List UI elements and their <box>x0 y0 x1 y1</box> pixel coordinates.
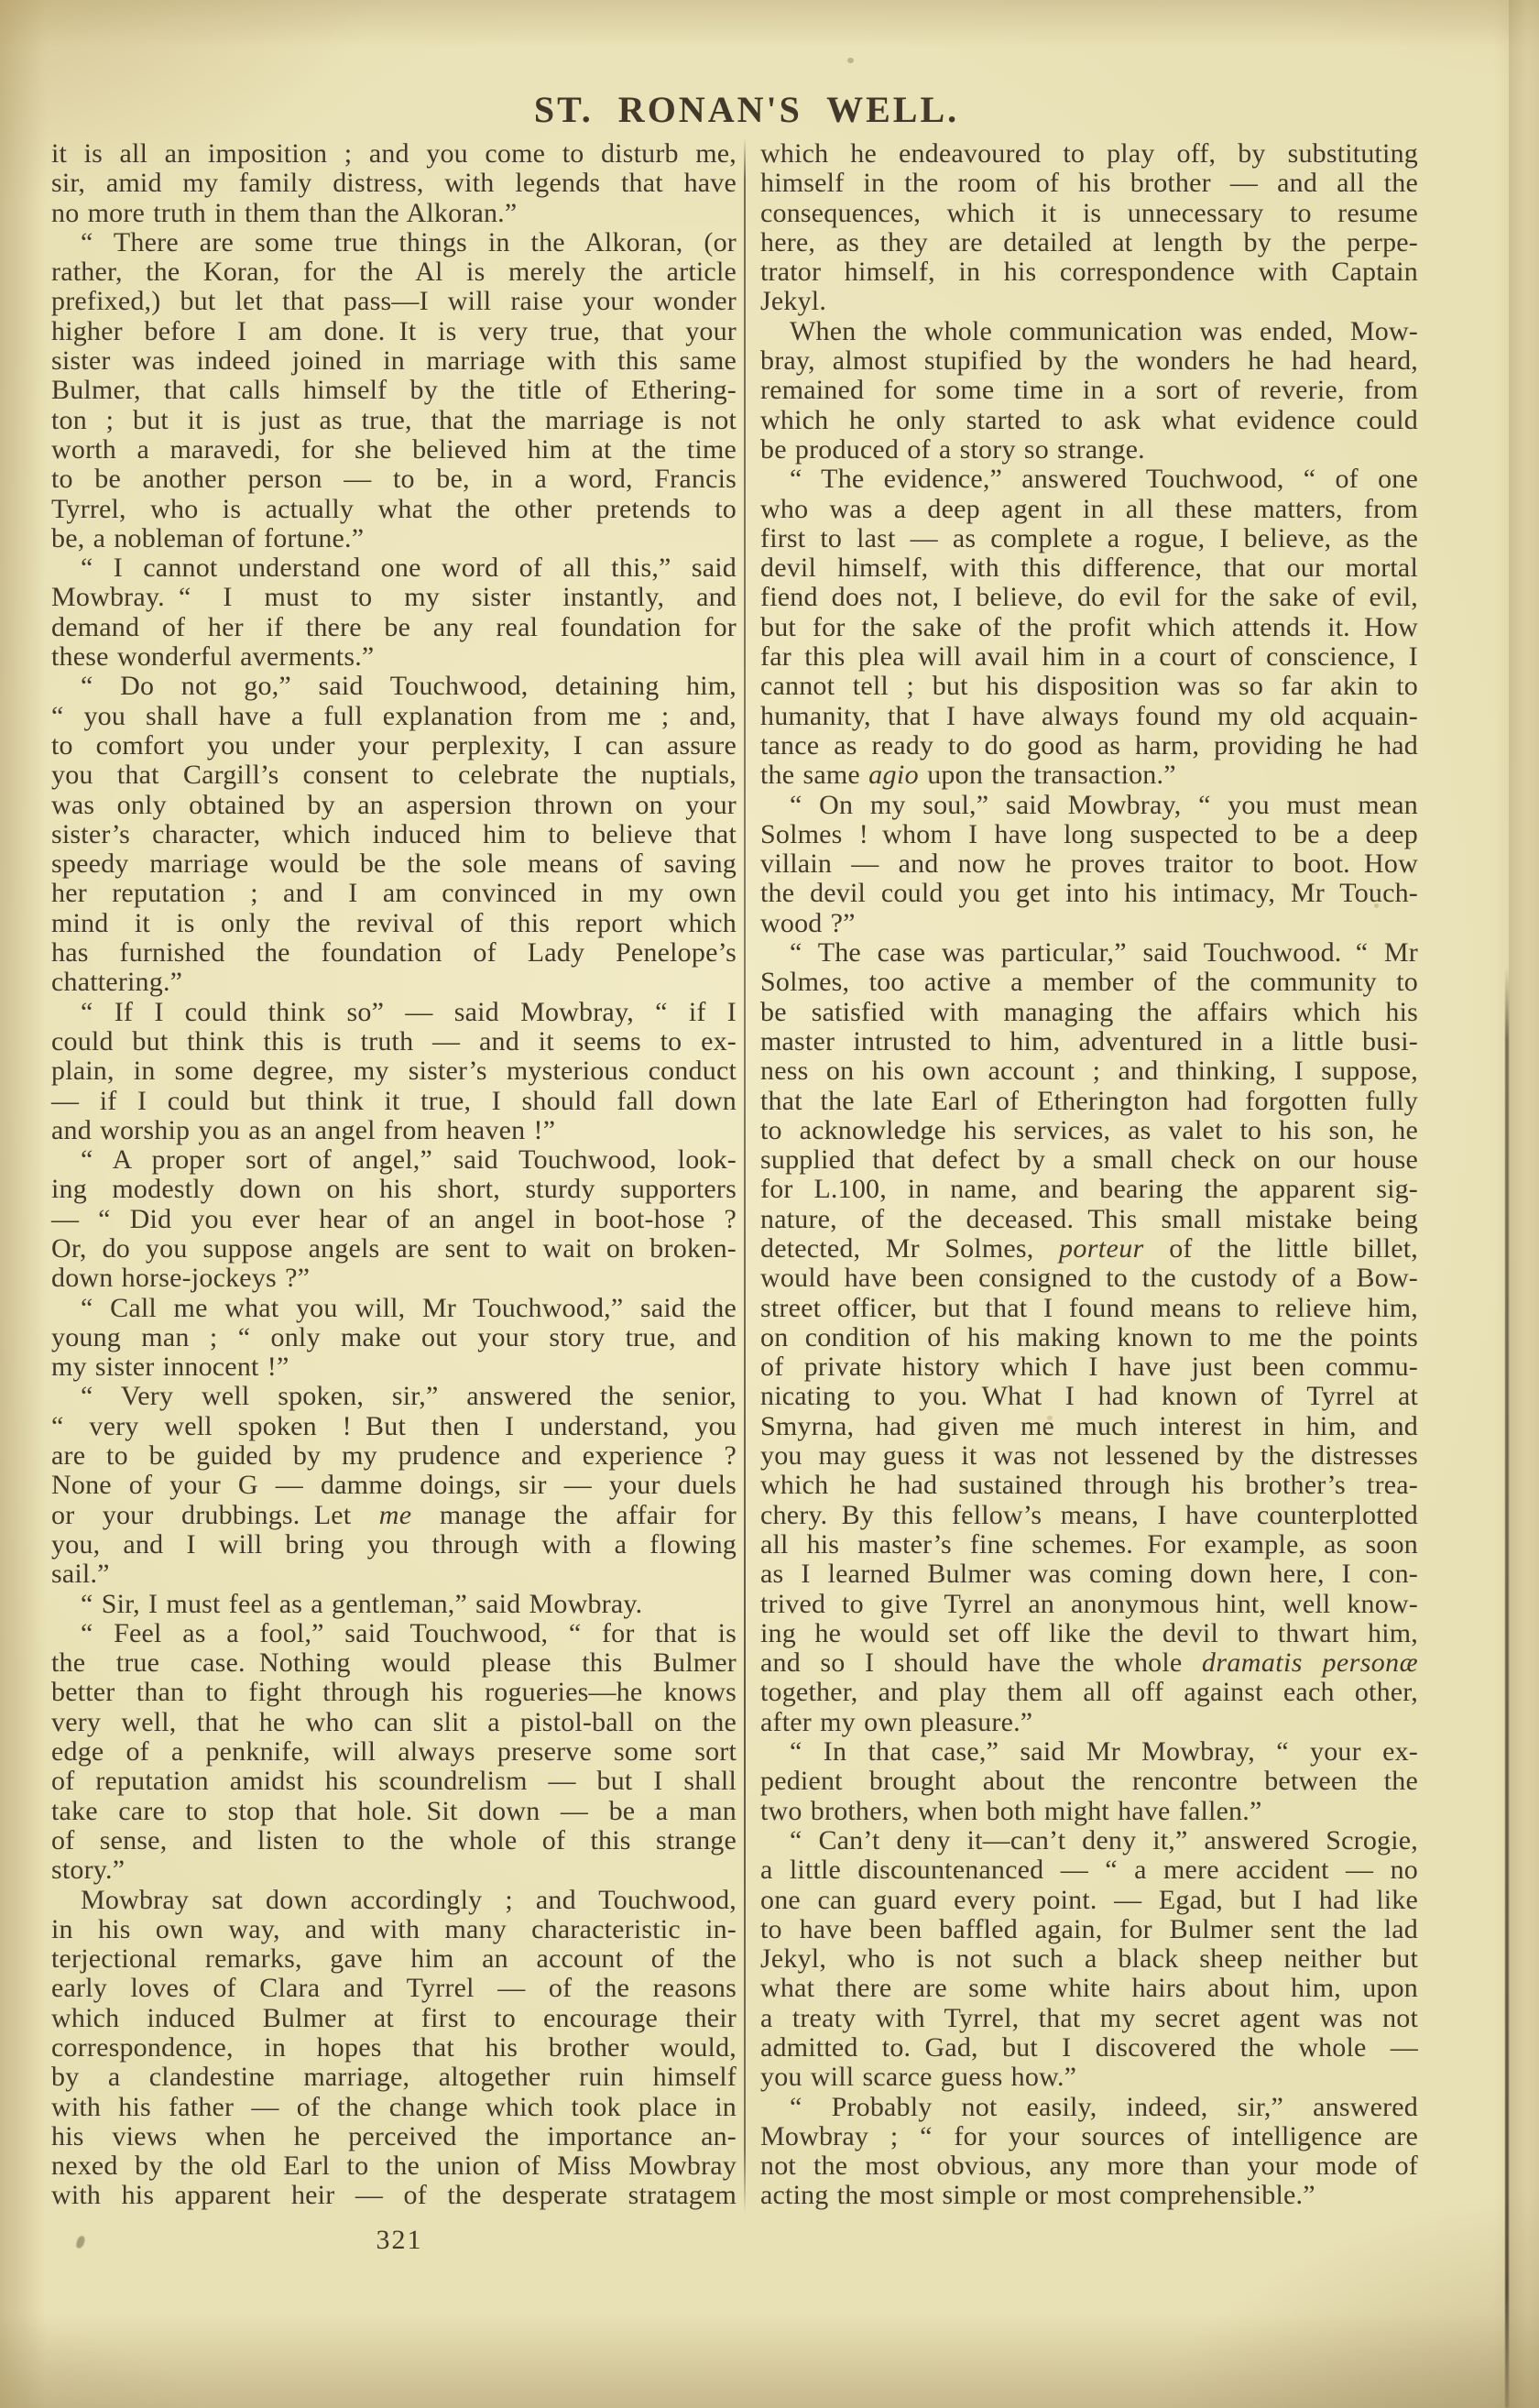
running-head-title: ST. RONAN'S WELL. <box>533 89 960 130</box>
text-line: one can guard every point. — Egad, but I had like <box>760 1884 1418 1915</box>
text-line: cannot tell ; but his disposition was so far akin to <box>760 671 1418 702</box>
text-line: “ very well spoken ! But then I understand, you <box>51 1410 737 1441</box>
text-line: sister’s character, which induced him to believe that <box>51 818 737 849</box>
text-line: very well, that he who can slit a pistol-ball on the <box>51 1706 737 1737</box>
text-line: far this plea will avail him in a court of conscience, I <box>760 641 1418 673</box>
text-line: “ Sir, I must feel as a gentleman,” said Mowbray. <box>81 1588 643 1619</box>
text-line: of sense, and listen to the whole of this strange <box>51 1824 737 1855</box>
text-line: be satisfied with managing the affairs which his <box>760 996 1418 1027</box>
text-line: her reputation ; and I am convinced in my own <box>51 878 737 909</box>
text-line: himself in the room of his brother — and all the <box>760 168 1418 199</box>
text-line: “ On my soul,” said Mowbray, “ you must mean <box>790 789 1418 820</box>
text-line: take care to stop that hole. Sit down — be a man <box>51 1795 737 1826</box>
text-line: humanity, that I have always found my old acquain- <box>760 700 1418 731</box>
text-line: speedy marriage would be the sole means of saving <box>51 848 737 880</box>
text-line: “ A proper sort of angel,” said Touchwood, look- <box>81 1144 737 1176</box>
text-line: what there are some white hairs about him, upon <box>760 1973 1418 2004</box>
text-line: Jekyl, who is not such a black sheep neither but <box>760 1943 1418 1975</box>
text-line: to acknowledge his services, as valet to his son, he <box>760 1114 1418 1145</box>
text-line: consequences, which it is unnecessary to resume <box>760 197 1418 228</box>
text-line: it is all an imposition ; and you come to disturb me, <box>51 138 737 169</box>
text-line: rather, the Koran, for the Al is merely the article <box>51 257 737 288</box>
text-line: and worship you as an angel from heaven !” <box>51 1114 556 1145</box>
text-line: the same agio upon the transaction.” <box>760 760 1176 791</box>
text-line: was only obtained by an aspersion thrown on your <box>51 789 737 820</box>
paper-speck <box>1047 1416 1053 1420</box>
text-line: Mowbray ; “ for your sources of intelligence are <box>760 2120 1418 2151</box>
text-line: demand of her if there be any real foundation for <box>51 611 737 642</box>
text-line: correspondence, in hopes that his brother would, <box>51 2032 737 2063</box>
left-text-column <box>51 139 737 2211</box>
text-line: sister was indeed joined in marriage with this same <box>51 345 737 377</box>
text-line: to comfort you under your perplexity, I can assure <box>51 729 737 761</box>
text-line: “ Very well spoken, sir,” answered the senior, <box>81 1381 737 1412</box>
text-line: together, and play them all off against each other, <box>760 1677 1418 1708</box>
text-line: with his apparent heir — of the desperate stratagem <box>51 2180 737 2211</box>
text-line: “ you shall have a full explanation from me ; and, <box>51 700 737 731</box>
text-line: villain — and now he proves traitor to boot. How <box>760 848 1418 880</box>
text-line: admitted to. Gad, but I discovered the whole — <box>760 2032 1418 2063</box>
text-line: my sister innocent !” <box>51 1352 289 1383</box>
text-line: Smyrna, had given me much interest in him, and <box>760 1410 1418 1441</box>
text-line: of private history which I have just been commu- <box>760 1352 1418 1383</box>
text-line: you will scarce guess how.” <box>760 2062 1077 2093</box>
text-line: but for the sake of the profit which attends it. How <box>760 611 1418 642</box>
text-line: devil himself, with this difference, that our mortal <box>760 553 1418 584</box>
text-line: you may guess it was not lessened by the distresses <box>760 1440 1418 1472</box>
text-line: None of your G — damme doings, sir — your duels <box>51 1470 737 1501</box>
text-line: who was a deep agent in all these matters, from <box>760 493 1418 524</box>
text-line: — if I could but think it true, I should fall down <box>51 1085 737 1116</box>
text-line: — “ Did you ever hear of an angel in boot-hose ? <box>51 1203 737 1234</box>
text-line: or your drubbings. Let me manage the affair for <box>51 1499 737 1530</box>
text-line: edge of a penknife, will always preserve some sort <box>51 1736 737 1768</box>
text-line: has furnished the foundation of Lady Penelope’s <box>51 937 737 969</box>
text-line: chattering.” <box>51 967 183 998</box>
text-line: could but think this is truth — and it seems to ex- <box>51 1025 737 1056</box>
text-line: better than to fight through his rogueries—he knows <box>51 1677 737 1708</box>
text-line: “ Call me what you will, Mr Touchwood,” said the <box>81 1292 737 1323</box>
text-line: master intrusted to him, adventured in a little busi- <box>760 1025 1418 1056</box>
text-line: a treaty with Tyrrel, that my secret agent was not <box>760 2002 1418 2033</box>
text-line: you, and I will bring you through with a flowing <box>51 1528 737 1560</box>
text-line: fiend does not, I believe, do evil for the sake of evil, <box>760 582 1418 613</box>
text-line: plain, in some degree, my sister’s mysterious conduct <box>51 1056 737 1087</box>
text-line: these wonderful averments.” <box>51 641 375 673</box>
text-line: supplied that defect by a small check on our house <box>760 1144 1418 1176</box>
text-line: street officer, but that I found means to relieve him, <box>760 1292 1418 1323</box>
text-line: a little discountenanced — “ a mere accident — no <box>760 1855 1418 1886</box>
text-line: in his own way, and with many characteristic in- <box>51 1913 737 1944</box>
text-line: “ Probably not easily, indeed, sir,” answered <box>790 2091 1418 2122</box>
text-line: ness on his own account ; and thinking, I suppose, <box>760 1056 1418 1087</box>
text-line: that the late Earl of Etherington had forgotten fully <box>760 1085 1418 1116</box>
text-line: chery. By this fellow’s means, I have counterplotted <box>760 1499 1418 1530</box>
text-line: be produced of a story so strange. <box>760 433 1145 465</box>
text-line: trator himself, in his correspondence with Captain <box>760 257 1418 288</box>
text-line: are to be guided by my prudence and experience ? <box>51 1440 737 1472</box>
text-line: “ If I could think so” — said Mowbray, “ if I <box>81 996 737 1027</box>
page-edge-shadow <box>1505 968 1509 2408</box>
text-line: “ Feel as a fool,” said Touchwood, “ for that is <box>81 1617 737 1648</box>
text-line: When the whole communication was ended, Mow- <box>790 315 1418 346</box>
text-line: “ There are some true things in the Alkoran, (or <box>81 226 737 257</box>
text-line: higher before I am done. It is very true, that your <box>51 315 737 346</box>
text-line: the true case. Nothing would please this Bulmer <box>51 1647 737 1679</box>
text-line: wood ?” <box>760 907 856 938</box>
text-line: “ In that case,” said Mr Mowbray, “ your ex- <box>790 1736 1418 1768</box>
text-line: two brothers, when both might have fallen.” <box>760 1795 1262 1826</box>
text-line: here, as they are detailed at length by the perpe- <box>760 226 1418 257</box>
text-line: with his father — of the change which took place in <box>51 2091 737 2122</box>
text-line: “ The case was particular,” said Touchwood. “ Mr <box>790 937 1418 969</box>
text-line: detected, Mr Solmes, porteur of the little billet, <box>760 1232 1418 1264</box>
text-line: worth a maravedi, for she believed him at the time <box>51 433 737 465</box>
text-line: pedient brought about the rencontre between the <box>760 1766 1418 1797</box>
text-line: sail.” <box>51 1559 110 1590</box>
text-line: “ Can’t deny it—can’t deny it,” answered Scrogie, <box>790 1824 1418 1855</box>
text-line: not the most obvious, any more than your mode of <box>760 2151 1418 2182</box>
text-line: after my own pleasure.” <box>760 1706 1033 1737</box>
text-line: you that Cargill’s consent to celebrate the nuptials, <box>51 760 737 791</box>
text-line: story.” <box>51 1855 126 1886</box>
text-line: down horse-jockeys ?” <box>51 1263 311 1294</box>
text-line: remained for some time in a sort of reverie, from <box>760 375 1418 406</box>
text-line: of reputation amidst his scoundrelism — but I shall <box>51 1766 737 1797</box>
text-line: which he had sustained through his brother’s trea- <box>760 1470 1418 1501</box>
text-line: bray, almost stupified by the wonders he had heard, <box>760 345 1418 377</box>
text-line: the devil could you get into his intimacy, Mr Touch- <box>760 878 1418 909</box>
text-line: by a clandestine marriage, altogether ruin himself <box>51 2062 737 2093</box>
text-line: mind it is only the revival of this report which <box>51 907 737 938</box>
text-line: ing modestly down on his short, sturdy supporters <box>51 1174 737 1205</box>
text-line: young man ; “ only make out your story true, and <box>51 1321 737 1352</box>
page-number: 321 <box>376 2225 423 2255</box>
text-line: nicating to you. What I had known of Tyrrel at <box>760 1381 1418 1412</box>
text-line: which he only started to ask what evidence could <box>760 404 1418 435</box>
text-line: tance as ready to do good as harm, providing he had <box>760 729 1418 761</box>
text-line: first to last — as complete a rogue, I believe, as the <box>760 522 1418 553</box>
text-line: terjectional remarks, gave him an account of the <box>51 1943 737 1975</box>
text-line: for L.100, in name, and bearing the apparent sig- <box>760 1174 1418 1205</box>
text-line: “ The evidence,” answered Touchwood, “ of one <box>790 464 1418 495</box>
text-line: as I learned Bulmer was coming down here, I con- <box>760 1559 1418 1590</box>
page-edge-strip <box>1509 0 1539 2408</box>
text-line: Jekyl. <box>760 286 827 317</box>
text-line: Bulmer, that calls himself by the title of Ethering- <box>51 375 737 406</box>
right-text-column <box>760 139 1418 2211</box>
text-line: on condition of his making known to me the points <box>760 1321 1418 1352</box>
text-line: Solmes, too active a member of the community to <box>760 967 1418 998</box>
text-line: Solmes ! whom I have long suspected to be a deep <box>760 818 1418 849</box>
text-line: which induced Bulmer at first to encourage their <box>51 2002 737 2033</box>
text-line: all his master’s fine schemes. For example, as soon <box>760 1528 1418 1560</box>
paper-speck <box>847 58 854 63</box>
text-line: be, a nobleman of fortune.” <box>51 522 365 553</box>
text-line: “ I cannot understand one word of all this,” said <box>81 553 737 584</box>
text-line: prefixed,) but let that pass—I will raise your wonder <box>51 286 737 317</box>
paper-speck <box>1374 903 1379 908</box>
text-line: trived to give Tyrrel an anonymous hint, well know- <box>760 1588 1418 1619</box>
text-line: Or, do you suppose angels are sent to wait on broken- <box>51 1232 737 1264</box>
text-line: nexed by the old Earl to the union of Miss Mowbray <box>51 2151 737 2182</box>
text-line: acting the most simple or most comprehensible.” <box>760 2180 1315 2211</box>
text-line: Mowbray. “ I must to my sister instantly, and <box>51 582 737 613</box>
text-line: to be another person — to be, in a word, Francis <box>51 464 737 495</box>
text-line: nature, of the deceased. This small mistake being <box>760 1203 1418 1234</box>
text-line: to have been baffled again, for Bulmer sent the lad <box>760 1913 1418 1944</box>
text-line: no more truth in them than the Alkoran.” <box>51 197 518 228</box>
text-line: and so I should have the whole dramatis personæ <box>760 1647 1418 1679</box>
text-line: Tyrrel, who is actually what the other pretends to <box>51 493 737 524</box>
text-line: which he endeavoured to play off, by substituting <box>760 138 1418 169</box>
text-line: would have been consigned to the custody of a Bow- <box>760 1263 1418 1294</box>
text-line: early loves of Clara and Tyrrel — of the reasons <box>51 1973 737 2004</box>
column-divider-rule <box>744 137 746 2214</box>
text-line: Mowbray sat down accordingly ; and Touchwood, <box>81 1884 737 1915</box>
text-line: ing he would set off like the devil to thwart him, <box>760 1617 1418 1648</box>
text-line: his views when he perceived the importance an- <box>51 2120 737 2151</box>
text-line: “ Do not go,” said Touchwood, detaining him, <box>81 671 737 702</box>
text-line: ton ; but it is just as true, that the marriage is not <box>51 404 737 435</box>
text-line: sir, amid my family distress, with legends that have <box>51 168 737 199</box>
